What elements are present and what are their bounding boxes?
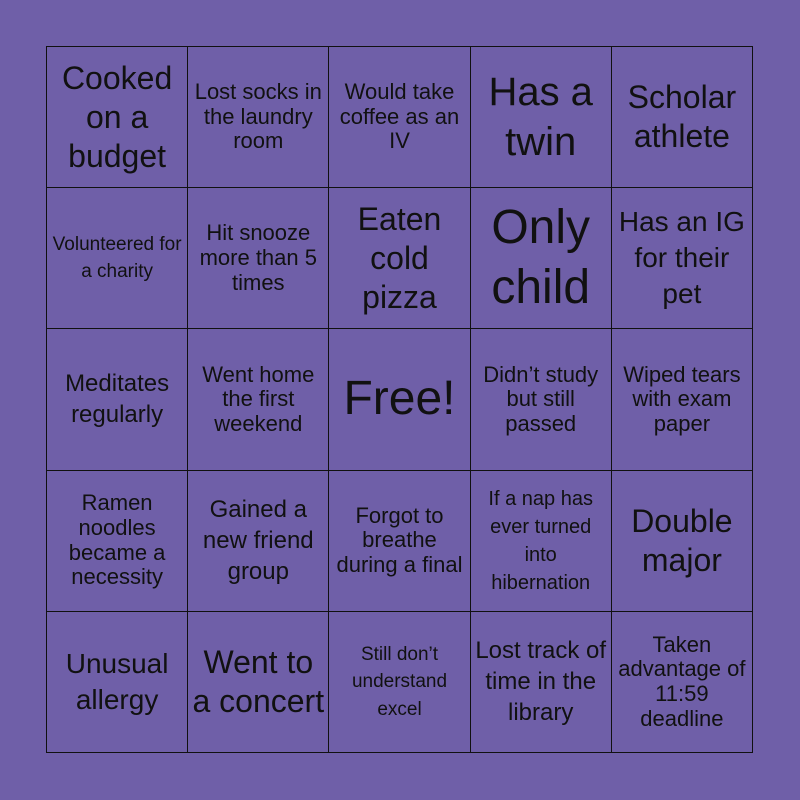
cell-label: Free! <box>343 372 456 426</box>
cell-label: Would take coffee as an IV <box>339 79 460 154</box>
cell-label: Eaten cold pizza <box>357 200 442 315</box>
cell-label: Forgot to breathe during a final <box>336 502 463 577</box>
bingo-cell-o1[interactable] <box>612 47 753 188</box>
bingo-cell-g5[interactable] <box>471 612 612 753</box>
bingo-cell-b1[interactable] <box>47 47 188 188</box>
cell-label: Wiped tears with exam paper <box>623 361 741 436</box>
bingo-cell-i3[interactable] <box>188 329 329 470</box>
cell-label: Went home the first weekend <box>202 361 315 436</box>
bingo-cell-g1[interactable] <box>471 47 612 188</box>
cell-label: Cooked on a budget <box>61 59 173 174</box>
cell-label: Didn’t study but still passed <box>483 361 599 436</box>
cell-label: Lost track of time in the library <box>475 637 607 727</box>
bingo-cell-b3[interactable] <box>47 329 188 470</box>
bingo-cell-o2[interactable] <box>612 188 753 329</box>
bingo-cell-n4[interactable] <box>329 471 470 612</box>
cell-label: Volunteered for a charity <box>52 233 182 283</box>
bingo-cell-g4[interactable] <box>471 471 612 612</box>
bingo-cell-i4[interactable] <box>188 471 329 612</box>
cell-label: Gained a new friend group <box>202 495 314 586</box>
cell-label: Ramen noodles became a necessity <box>68 490 166 590</box>
bingo-cell-free[interactable] <box>329 329 470 470</box>
bingo-cell-g3[interactable] <box>471 329 612 470</box>
cell-label: Still don’t understand excel <box>351 643 448 720</box>
bingo-cell-b4[interactable] <box>47 471 188 612</box>
bingo-cell-i1[interactable] <box>188 47 329 188</box>
bingo-board <box>46 46 753 753</box>
bingo-cell-o4[interactable] <box>612 471 753 612</box>
bingo-cell-n1[interactable] <box>329 47 470 188</box>
cell-label: Only child <box>491 201 591 315</box>
bingo-cell-b2[interactable] <box>47 188 188 329</box>
cell-label: Went to a concert <box>192 643 325 719</box>
bingo-cell-g2[interactable] <box>471 188 612 329</box>
bingo-cell-n2[interactable] <box>329 188 470 329</box>
cell-label: Has a twin <box>488 70 593 165</box>
cell-label: If a nap has ever turned into hibernation <box>488 487 593 594</box>
bingo-cell-o5[interactable] <box>612 612 753 753</box>
cell-label: Lost socks in the laundry room <box>194 79 322 154</box>
cell-label: Scholar athlete <box>627 79 737 155</box>
bingo-cell-o3[interactable] <box>612 329 753 470</box>
cell-label: Has an IG for their pet <box>618 205 745 310</box>
bingo-cell-b5[interactable] <box>47 612 188 753</box>
cell-label: Double major <box>631 502 733 578</box>
bingo-cell-n5[interactable] <box>329 612 470 753</box>
cell-label: Meditates regularly <box>65 370 170 429</box>
bingo-cell-i5[interactable] <box>188 612 329 753</box>
cell-label: Hit snooze more than 5 times <box>199 220 317 295</box>
cell-label: Taken advantage of 11:59 deadline <box>618 631 746 731</box>
cell-label: Unusual allergy <box>65 647 169 715</box>
bingo-cell-i2[interactable] <box>188 188 329 329</box>
